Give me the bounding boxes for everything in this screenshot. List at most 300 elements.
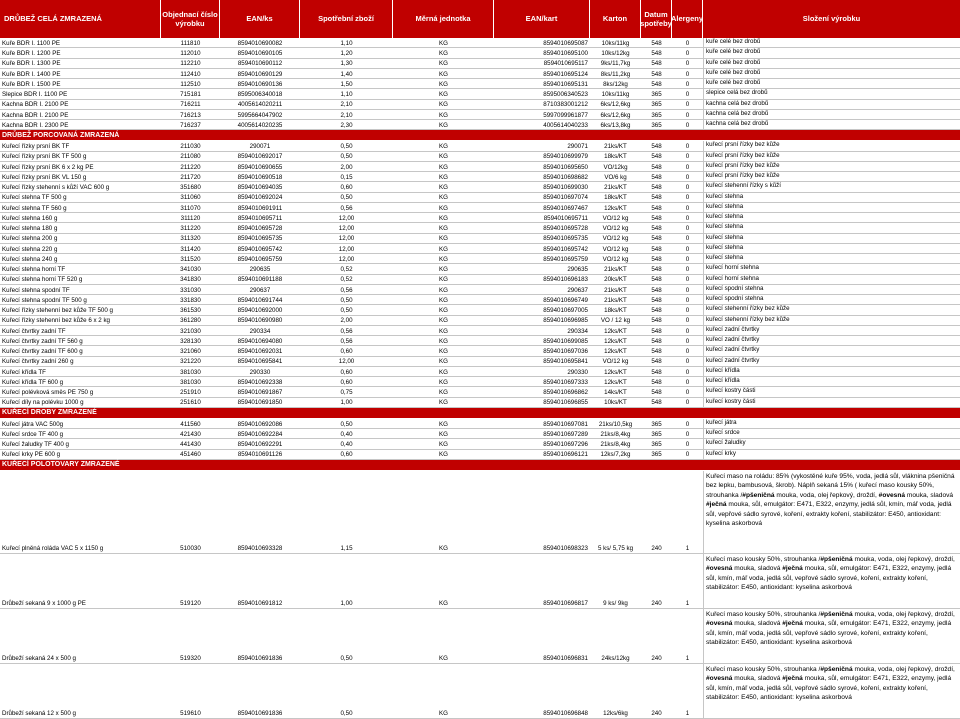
table-cell: 9 ks/ 9kg <box>603 600 628 608</box>
table-cell: 0,60 <box>340 451 353 459</box>
table-cell: 421430 <box>180 430 201 438</box>
table-cell: kuřecí horní stehna <box>703 275 960 284</box>
table-cell: 12,00 <box>338 214 355 222</box>
table-cell: 0,50 <box>340 143 353 151</box>
table-cell: 381030 <box>180 378 201 386</box>
table-cell: 365 <box>651 111 662 119</box>
table-cell: 548 <box>651 378 662 386</box>
table-cell: 8594010696985 <box>543 317 588 325</box>
table-cell: 361530 <box>180 307 201 315</box>
table-cell: 8594010695131 <box>543 80 588 88</box>
table-cell: 8594010692086 <box>237 420 283 428</box>
table-cell: 8594010690105 <box>237 50 283 58</box>
table-cell: kuřecí kostry části <box>703 398 960 407</box>
table-cell: 8594010695711 <box>237 214 283 222</box>
table-cell: Kuřecí řízky prsní BK 6 x 2 kg PE <box>2 163 94 171</box>
table-cell: 0 <box>685 441 690 449</box>
table-cell: 321220 <box>180 358 201 366</box>
table-cell: 18ks/KT <box>604 153 627 161</box>
table-cell: KG <box>439 266 448 274</box>
table-cell: KG <box>439 163 448 171</box>
table-cell: 548 <box>651 266 662 274</box>
table-cell: 0 <box>685 245 690 253</box>
column-header: Objednací číslo výrobku <box>161 0 220 38</box>
table-cell: 10ks/11kg <box>601 39 630 47</box>
table-cell: 8594010691126 <box>237 451 283 459</box>
table-cell: KG <box>439 451 448 459</box>
table-cell: KG <box>439 317 448 325</box>
table-cell: 548 <box>651 399 662 407</box>
table-cell: kuřecí horní stehna <box>703 264 960 273</box>
table-cell: 12,00 <box>338 255 355 263</box>
table-cell: kuřecí prsní řízky bez kůže <box>703 152 960 161</box>
table-cell: 1,10 <box>340 91 353 99</box>
table-cell: KG <box>439 399 448 407</box>
table-cell: 716237 <box>180 121 201 129</box>
table-cell: 0 <box>685 214 690 222</box>
table-cell: 8594010694035 <box>237 184 283 192</box>
table-cell: 0 <box>685 184 690 192</box>
table-cell: KG <box>439 101 448 109</box>
table-cell: 8594010696831 <box>543 655 588 663</box>
table-cell: 240 <box>651 600 662 608</box>
table-cell: 548 <box>651 389 662 397</box>
table-cell: VO/12 kg <box>602 245 629 253</box>
table-cell: Kuřecí řízky stehenní bez kůže 6 x 2 kg <box>2 317 110 325</box>
section-header: KUŘECÍ DROBY ZMRAZENÉ <box>0 408 960 419</box>
table-cell: kuře celé bez drobů <box>703 48 960 57</box>
table-cell: Kuře BDR I. 1300 PE <box>2 60 61 68</box>
table-cell: kachna celá bez drobů <box>703 110 960 119</box>
table-cell: 0 <box>685 378 690 386</box>
table-cell: KG <box>439 296 448 304</box>
table-header <box>0 0 960 38</box>
table-cell: kuřecí stehna <box>703 254 960 263</box>
table-cell: Kuřecí čtvrtky zadní TF 600 g <box>2 348 83 356</box>
table-cell: 8594010692017 <box>237 153 283 161</box>
table-cell: Kuřecí stehna 180 g <box>2 225 58 233</box>
table-cell: 8594010698323 <box>543 545 588 553</box>
table-cell: kuřecí kostry části <box>703 387 960 396</box>
table-cell: 21ks/8,4kg <box>600 430 631 438</box>
table-cell: kachna celá bez drobů <box>703 120 960 129</box>
table-cell: 0 <box>685 420 690 428</box>
table-cell: 112510 <box>180 80 201 88</box>
table-cell: 0 <box>685 348 690 356</box>
table-cell: 6ks/12,6kg <box>600 101 631 109</box>
table-cell: Kuřecí čtvrtky zadní 260 g <box>2 358 74 366</box>
table-cell: 0,75 <box>340 389 353 397</box>
table-cell: 8594010692284 <box>237 430 283 438</box>
table-cell: KG <box>439 378 448 386</box>
table-cell: 21ks/KT <box>604 266 627 274</box>
table-cell: 8594010697467 <box>543 204 588 212</box>
column-header: EAN/ks <box>220 0 300 38</box>
table-cell: KG <box>439 111 448 119</box>
table-row <box>0 89 960 99</box>
table-cell: 548 <box>651 39 662 47</box>
table-cell: KG <box>439 327 448 335</box>
table-cell: 548 <box>651 80 662 88</box>
table-cell: 8594010693328 <box>237 545 283 553</box>
table-cell: Kuřecí stehna 200 g <box>2 235 58 243</box>
table-cell: 548 <box>651 50 662 58</box>
table-cell: 548 <box>651 307 662 315</box>
table-cell: Kachna BDR I. 2300 PE <box>2 121 69 129</box>
table-cell: KG <box>439 710 448 718</box>
table-cell: Kuře BDR I. 1500 PE <box>2 80 61 88</box>
table-cell: Kuřecí řízky stehenní bez kůže TF 500 g <box>2 307 113 315</box>
table-cell: 1,15 <box>340 545 353 553</box>
table-cell: 341030 <box>180 266 201 274</box>
table-cell: 8594010691850 <box>237 399 283 407</box>
table-cell: kuřecí stehna <box>703 213 960 222</box>
table-cell: 0,60 <box>340 378 353 386</box>
table-cell: 251910 <box>180 389 201 397</box>
table-cell: 0,56 <box>340 204 353 212</box>
table-cell: 8594010695728 <box>543 225 588 233</box>
table-cell: 8594010690129 <box>237 70 283 78</box>
table-cell: 365 <box>651 101 662 109</box>
table-row <box>0 346 960 356</box>
table-row <box>0 398 960 408</box>
table-cell: 0 <box>685 80 690 88</box>
table-cell: 251610 <box>180 399 201 407</box>
table-cell: 240 <box>651 655 662 663</box>
table-cell: 1 <box>685 545 690 553</box>
table-cell: 12ks/7,2kg <box>600 451 631 459</box>
table-cell: 8594010692031 <box>237 348 283 356</box>
table-cell: KG <box>439 173 448 181</box>
table-cell: kuře celé bez drobů <box>703 69 960 78</box>
table-row <box>0 664 960 719</box>
table-cell: KG <box>439 225 448 233</box>
table-row <box>0 48 960 58</box>
table-cell: kuřecí zadní čtvrtky <box>703 346 960 355</box>
table-cell: Kuřecí plněná roláda VAC 5 x 1150 g <box>2 545 104 553</box>
table-row <box>0 285 960 295</box>
table-cell: 211220 <box>180 163 201 171</box>
table-row <box>0 203 960 213</box>
table-cell: KG <box>439 286 448 294</box>
table-cell: 0 <box>685 101 690 109</box>
table-cell: 290635 <box>567 266 588 274</box>
table-cell: Drůbeží sekaná 24 x 500 g <box>2 655 76 663</box>
table-cell: Kuřecí řízky prsní BK TF 500 g <box>2 153 87 161</box>
table-cell: 519120 <box>180 600 201 608</box>
table-cell: Kuřecí maso kousky 50%, strouhanka /#pšeničná mouka, voda, olej řepkový, droždí, #ovesná mouka, sladová #ječná mouka, sůl, emulgátor: E471, E322, enzymy, jedlá sůl, kmín, máľ voda, jedlá sůl, vepřové sádlo syrové, koření, extrakty koření, stabilizátor: E450, antioxidant: kyselina askorbová <box>703 609 960 663</box>
table-cell: Kuře BDR I. 1400 PE <box>2 70 61 78</box>
table-cell: KG <box>439 153 448 161</box>
table-cell: 365 <box>651 451 662 459</box>
table-cell: 12ks/KT <box>604 337 627 345</box>
table-cell: 8594010691836 <box>237 655 283 663</box>
table-cell: 8594010695100 <box>543 50 588 58</box>
table-cell: VO/12 kg <box>602 214 629 222</box>
table-cell: KG <box>439 245 448 253</box>
table-cell: Kuřecí řízky stehenní s kůží VAC 600 g <box>2 184 110 192</box>
table-cell: KG <box>439 430 448 438</box>
table-cell: 8594010690980 <box>237 317 283 325</box>
table-cell: kuřecí prsní řízky bez kůže <box>703 172 960 181</box>
table-cell: 112410 <box>180 70 201 78</box>
table-cell: 8594010695841 <box>543 358 588 366</box>
table-cell: 8594010697036 <box>543 348 588 356</box>
table-cell: 211720 <box>180 173 201 181</box>
table-cell: 0 <box>685 430 690 438</box>
table-cell: 2,10 <box>340 101 353 109</box>
table-cell: 290334 <box>567 327 588 335</box>
table-cell: 8594010695735 <box>237 235 283 243</box>
table-cell: 548 <box>651 70 662 78</box>
table-cell: 8594010694080 <box>237 337 283 345</box>
table-cell: 0 <box>685 358 690 366</box>
table-cell: 8594010697296 <box>543 441 588 449</box>
table-cell: 0,50 <box>340 307 353 315</box>
table-cell: 1,30 <box>340 60 353 68</box>
table-cell: 0 <box>685 235 690 243</box>
table-cell: VO/12 kg <box>602 225 629 233</box>
table-cell: 12ks/KT <box>604 327 627 335</box>
table-cell: 365 <box>651 420 662 428</box>
table-cell: 311420 <box>180 245 201 253</box>
table-cell: 0 <box>685 143 690 151</box>
table-cell: 548 <box>651 153 662 161</box>
table-cell: kuře celé bez drobů <box>703 59 960 68</box>
table-cell: KG <box>439 60 448 68</box>
table-cell: 8594010696121 <box>543 451 588 459</box>
table-cell: 8594010696848 <box>543 710 588 718</box>
table-cell: 0 <box>685 451 690 459</box>
table-cell: 8594010695087 <box>543 39 588 47</box>
table-cell: KG <box>439 420 448 428</box>
table-row <box>0 450 960 460</box>
table-cell: 21ks/KT <box>604 296 627 304</box>
table-cell: 8594010699979 <box>543 153 588 161</box>
table-cell: Kuřecí stehna horní TF 520 g <box>2 276 83 284</box>
table-cell: kuřecí spodní stehna <box>703 285 960 294</box>
table-cell: 8594010696183 <box>543 276 588 284</box>
table-row <box>0 367 960 377</box>
table-cell: 0,40 <box>340 430 353 438</box>
table-cell: 1,50 <box>340 80 353 88</box>
table-cell: kuřecí stehna <box>703 234 960 243</box>
table-cell: 311520 <box>180 255 201 263</box>
table-cell: 12ks/6kg <box>603 710 628 718</box>
table-row <box>0 326 960 336</box>
table-cell: KG <box>439 50 448 58</box>
table-cell: 8595006340523 <box>543 91 588 99</box>
table-cell: 111810 <box>180 39 201 47</box>
table-cell: 0 <box>685 225 690 233</box>
table-cell: kuřecí spodní stehna <box>703 295 960 304</box>
table-row <box>0 234 960 244</box>
table-cell: Kuřecí krky PE 600 g <box>2 451 61 459</box>
table-cell: 8594010691812 <box>237 600 283 608</box>
table-row <box>0 193 960 203</box>
table-cell: 0 <box>685 111 690 119</box>
table-cell: 441430 <box>180 441 201 449</box>
table-cell: 0,60 <box>340 184 353 192</box>
table-cell: VO/12kg <box>603 163 628 171</box>
table-cell: VO/12 kg <box>602 358 629 366</box>
table-cell: Drůbeží sekaná 9 x 1000 g PE <box>2 600 86 608</box>
table-cell: 8594010695117 <box>543 60 588 68</box>
table-cell: KG <box>439 121 448 129</box>
table-cell: VO/12 kg <box>602 235 629 243</box>
table-cell: 21ks/KT <box>604 184 627 192</box>
table-cell: 311120 <box>180 214 201 222</box>
table-cell: 290334 <box>249 327 271 335</box>
table-cell: 0 <box>685 153 690 161</box>
table-cell: 716211 <box>180 101 201 109</box>
table-cell: kuřecí krky <box>703 450 960 459</box>
table-cell: 8594010695728 <box>237 225 283 233</box>
column-header: EAN/kart <box>494 0 590 38</box>
product-table <box>0 38 960 719</box>
table-cell: 381030 <box>180 368 201 376</box>
table-cell: 0,60 <box>340 368 353 376</box>
table-cell: 6ks/12,6kg <box>600 111 631 119</box>
table-cell: kuřecí stehenní řízky s kůží <box>703 182 960 191</box>
table-row <box>0 429 960 439</box>
table-cell: KG <box>439 39 448 47</box>
table-cell: 8594010697005 <box>543 307 588 315</box>
table-cell: KG <box>439 368 448 376</box>
table-cell: Kuřecí řízky prsní BK VL 150 g <box>2 173 87 181</box>
table-cell: 8594010691911 <box>237 204 283 212</box>
table-cell: Kuřecí stehna spodní TF <box>2 286 70 294</box>
table-row <box>0 554 960 609</box>
table-cell: 8594010699085 <box>543 337 588 345</box>
table-cell: kachna celá bez drobů <box>703 100 960 109</box>
table-cell: 0 <box>685 121 690 129</box>
table-cell: Kuřecí čtvrtky zadní TF 560 g <box>2 337 83 345</box>
table-cell: Kuřecí žaludky TF 400 g <box>2 441 69 449</box>
column-header: Spotřební zboží <box>300 0 393 38</box>
table-cell: 361280 <box>180 317 201 325</box>
table-cell: 24ks/12kg <box>601 655 630 663</box>
table-cell: 1 <box>685 710 690 718</box>
table-cell: Kuře BDR I. 1100 PE <box>2 39 61 47</box>
table-cell: 341830 <box>180 276 201 284</box>
table-cell: 0,50 <box>340 710 353 718</box>
table-cell: 0,56 <box>340 286 353 294</box>
table-cell: Kuřecí řízky prsní BK TF <box>2 143 70 151</box>
table-cell: 1,40 <box>340 70 353 78</box>
table-cell: 715181 <box>180 91 201 99</box>
table-cell: 8594010699030 <box>543 184 588 192</box>
table-cell: 20ks/KT <box>604 276 627 284</box>
table-cell: 12ks/KT <box>604 378 627 386</box>
table-cell: 4005614020211 <box>237 101 283 109</box>
table-cell: 290330 <box>249 368 271 376</box>
table-cell: 0 <box>685 50 690 58</box>
table-cell: 548 <box>651 245 662 253</box>
table-cell: 311060 <box>180 194 201 202</box>
table-cell: 8594010695759 <box>543 255 588 263</box>
table-cell: KG <box>439 655 448 663</box>
table-row <box>0 264 960 274</box>
table-cell: 8594010696862 <box>543 389 588 397</box>
table-cell: 12ks/KT <box>604 368 627 376</box>
column-header: Alergeny <box>672 0 703 38</box>
table-cell: 331830 <box>180 296 201 304</box>
table-cell: 1,10 <box>340 39 353 47</box>
table-cell: Kuřecí stehna horní TF <box>2 266 66 274</box>
table-cell: 2,10 <box>340 111 353 119</box>
table-row <box>0 471 960 554</box>
table-cell: 8594010695711 <box>543 214 588 222</box>
table-cell: kuřecí žaludky <box>703 439 960 448</box>
table-cell: 8594010697289 <box>543 430 588 438</box>
table-cell: 290071 <box>249 143 271 151</box>
table-row <box>0 357 960 367</box>
table-cell: KG <box>439 358 448 366</box>
table-cell: 548 <box>651 255 662 263</box>
table-cell: Kuřecí čtvrtky zadní TF <box>2 327 66 335</box>
table-cell: 8594010695742 <box>543 245 588 253</box>
table-cell: 321030 <box>180 327 201 335</box>
table-cell: 548 <box>651 327 662 335</box>
table-cell: 321060 <box>180 348 201 356</box>
table-cell: 548 <box>651 337 662 345</box>
table-cell: 8594010691188 <box>237 276 283 284</box>
table-cell: 0,40 <box>340 441 353 449</box>
table-cell: 548 <box>651 235 662 243</box>
table-cell: 0 <box>685 70 690 78</box>
table-cell: kuřecí stehna <box>703 193 960 202</box>
table-cell: 240 <box>651 545 662 553</box>
table-cell: Kuřecí křídla TF 600 g <box>2 378 64 386</box>
table-cell: 365 <box>651 430 662 438</box>
table-cell: 548 <box>651 143 662 151</box>
table-cell: 18ks/KT <box>604 307 627 315</box>
table-cell: 10ks/KT <box>604 399 627 407</box>
table-cell: 0,50 <box>340 420 353 428</box>
table-cell: Kachna BDR I. 2100 PE <box>2 101 69 109</box>
table-cell: 10ks/12kg <box>601 50 630 58</box>
table-cell: Kuřecí stehna 160 g <box>2 214 58 222</box>
table-cell: 0 <box>685 368 690 376</box>
table-cell: 240 <box>651 710 662 718</box>
table-row <box>0 172 960 182</box>
table-cell: 0,50 <box>340 194 353 202</box>
table-cell: 8594010696855 <box>543 399 588 407</box>
table-cell: 8594010690082 <box>237 39 283 47</box>
table-cell: Kuřecí stehna 220 g <box>2 245 58 253</box>
table-cell: KG <box>439 389 448 397</box>
table-cell: 548 <box>651 184 662 192</box>
table-cell: Kuřecí maso kousky 50%, strouhanka /#pšeničná mouka, voda, olej řepkový, droždí, #ovesná mouka, sladová #ječná mouka, sůl, emulgátor: E471, E322, enzymy, jedlá sůl, kmín, máľ voda, jedlá sůl, vepřové sádlo syrové, koření, extrakty koření, stabilizátor: E450, antioxidant: kyselina askorbová <box>703 664 960 718</box>
table-cell: kuřecí zadní čtvrtky <box>703 357 960 366</box>
table-cell: 5 ks/ 5,75 kg <box>597 545 634 553</box>
table-cell: 8594010698682 <box>543 173 588 181</box>
table-cell: Kuřecí maso kousky 50%, strouhanka /#pšeničná mouka, voda, olej řepkový, droždí, #ovesná mouka, sladová #ječná mouka, sůl, emulgátor: E471, E322, enzymy, jedlá sůl, kmín, máľ voda, jedlá sůl, vepřové sádlo syrové, koření, extrakty koření, stabilizátor: E450, antioxidant: kyselina askorbová <box>703 554 960 608</box>
table-cell: VO/6 kg <box>604 173 627 181</box>
table-cell: 12,00 <box>338 235 355 243</box>
table-row <box>0 223 960 233</box>
table-cell: kuřecí stehna <box>703 244 960 253</box>
table-cell: 8594010692338 <box>237 378 283 386</box>
table-row <box>0 100 960 110</box>
table-cell: 311220 <box>180 225 201 233</box>
table-cell: 8594010697333 <box>543 378 588 386</box>
table-cell: 0 <box>685 317 690 325</box>
table-cell: 211030 <box>180 143 201 151</box>
table-cell: 0 <box>685 255 690 263</box>
table-cell: 8594010690112 <box>237 60 283 68</box>
